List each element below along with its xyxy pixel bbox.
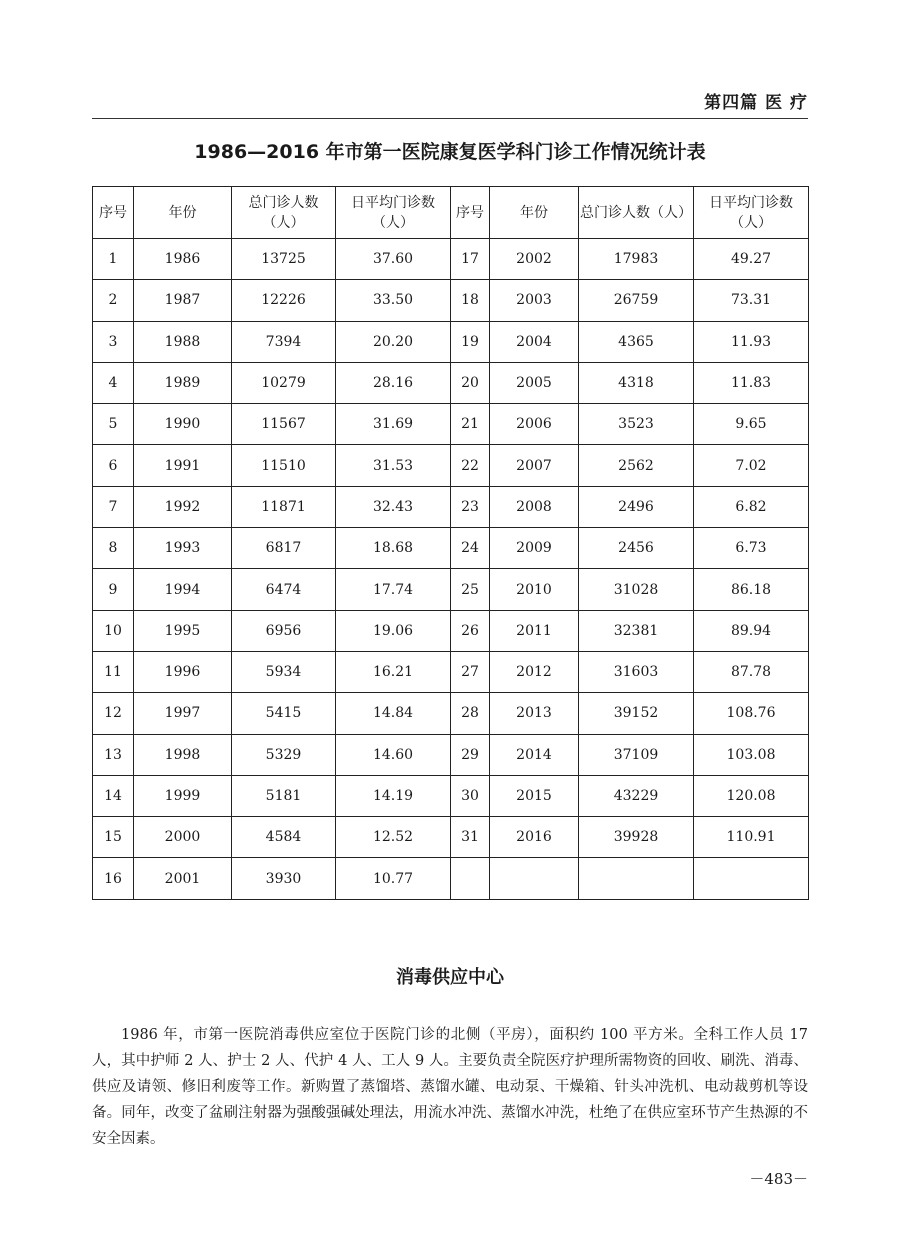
cell-daily-average: 108.76	[694, 693, 809, 734]
section-heading: 消毒供应中心	[396, 967, 504, 988]
cell-total-visits: 3930	[232, 858, 336, 899]
statistics-table	[92, 186, 809, 900]
cell-seq: 30	[451, 775, 490, 816]
cell-total-visits: 26759	[579, 280, 694, 321]
cell-daily-average: 89.94	[694, 610, 809, 651]
column-header-seq: 序号	[451, 187, 490, 239]
cell-total-visits: 5329	[232, 734, 336, 775]
cell-total-visits: 6956	[232, 610, 336, 651]
cell-daily-average	[694, 858, 809, 899]
cell-daily-average: 31.53	[336, 445, 451, 486]
cell-daily-average: 14.60	[336, 734, 451, 775]
cell-seq	[451, 858, 490, 899]
cell-seq: 9	[93, 569, 134, 610]
cell-year: 1989	[134, 362, 232, 403]
page-number: －483－	[749, 1170, 808, 1188]
cell-year: 2005	[490, 362, 579, 403]
cell-daily-average: 19.06	[336, 610, 451, 651]
cell-year: 2002	[490, 239, 579, 280]
cell-year: 2001	[134, 858, 232, 899]
cell-total-visits: 11510	[232, 445, 336, 486]
cell-daily-average: 18.68	[336, 528, 451, 569]
cell-seq: 7	[93, 486, 134, 527]
cell-daily-average: 103.08	[694, 734, 809, 775]
cell-total-visits: 5181	[232, 775, 336, 816]
cell-seq: 10	[93, 610, 134, 651]
cell-total-visits: 6817	[232, 528, 336, 569]
cell-daily-average: 14.19	[336, 775, 451, 816]
cell-seq: 6	[93, 445, 134, 486]
cell-total-visits: 2496	[579, 486, 694, 527]
cell-seq: 21	[451, 404, 490, 445]
cell-total-visits: 43229	[579, 775, 694, 816]
cell-seq: 5	[93, 404, 134, 445]
cell-seq: 8	[93, 528, 134, 569]
cell-seq: 16	[93, 858, 134, 899]
cell-total-visits: 7394	[232, 321, 336, 362]
cell-total-visits: 31603	[579, 651, 694, 692]
cell-year: 2013	[490, 693, 579, 734]
cell-seq: 19	[451, 321, 490, 362]
cell-daily-average: 73.31	[694, 280, 809, 321]
cell-year	[490, 858, 579, 899]
table-row	[93, 569, 809, 610]
cell-total-visits: 13725	[232, 239, 336, 280]
cell-total-visits: 12226	[232, 280, 336, 321]
cell-daily-average: 86.18	[694, 569, 809, 610]
cell-total-visits: 17983	[579, 239, 694, 280]
table-title: 1986—2016 年市第一医院康复医学科门诊工作情况统计表	[194, 141, 706, 163]
table-body	[93, 239, 809, 900]
cell-daily-average: 11.93	[694, 321, 809, 362]
cell-total-visits: 6474	[232, 569, 336, 610]
cell-seq: 29	[451, 734, 490, 775]
cell-daily-average: 31.69	[336, 404, 451, 445]
cell-year: 1988	[134, 321, 232, 362]
cell-daily-average: 28.16	[336, 362, 451, 403]
table-row	[93, 734, 809, 775]
cell-total-visits: 5415	[232, 693, 336, 734]
cell-year: 1990	[134, 404, 232, 445]
cell-year: 1998	[134, 734, 232, 775]
cell-year: 2014	[490, 734, 579, 775]
cell-year: 2015	[490, 775, 579, 816]
cell-seq: 28	[451, 693, 490, 734]
cell-total-visits: 4365	[579, 321, 694, 362]
cell-seq: 14	[93, 775, 134, 816]
cell-year: 2010	[490, 569, 579, 610]
table-row	[93, 280, 809, 321]
table-row	[93, 404, 809, 445]
cell-seq: 12	[93, 693, 134, 734]
cell-daily-average: 7.02	[694, 445, 809, 486]
cell-seq: 24	[451, 528, 490, 569]
cell-year: 2008	[490, 486, 579, 527]
cell-year: 1999	[134, 775, 232, 816]
cell-total-visits: 11567	[232, 404, 336, 445]
cell-total-visits: 37109	[579, 734, 694, 775]
table-row	[93, 858, 809, 899]
cell-year: 2006	[490, 404, 579, 445]
table-row	[93, 445, 809, 486]
cell-seq: 15	[93, 817, 134, 858]
cell-seq: 23	[451, 486, 490, 527]
cell-year: 2004	[490, 321, 579, 362]
table-header-row	[93, 187, 809, 239]
cell-total-visits: 39152	[579, 693, 694, 734]
cell-total-visits: 5934	[232, 651, 336, 692]
table-row	[93, 528, 809, 569]
cell-year: 2016	[490, 817, 579, 858]
cell-daily-average: 12.52	[336, 817, 451, 858]
cell-total-visits: 4584	[232, 817, 336, 858]
cell-daily-average: 120.08	[694, 775, 809, 816]
cell-total-visits: 2456	[579, 528, 694, 569]
cell-seq: 17	[451, 239, 490, 280]
cell-year: 2012	[490, 651, 579, 692]
header-rule	[92, 118, 808, 119]
cell-seq: 31	[451, 817, 490, 858]
cell-total-visits: 3523	[579, 404, 694, 445]
cell-seq: 27	[451, 651, 490, 692]
cell-total-visits: 39928	[579, 817, 694, 858]
cell-daily-average: 16.21	[336, 651, 451, 692]
column-header-total-visits: 总门诊人数（人）	[579, 187, 694, 239]
column-header-year: 年份	[134, 187, 232, 239]
cell-year: 1997	[134, 693, 232, 734]
table-row	[93, 817, 809, 858]
cell-total-visits	[579, 858, 694, 899]
cell-daily-average: 9.65	[694, 404, 809, 445]
cell-daily-average: 49.27	[694, 239, 809, 280]
table-row	[93, 321, 809, 362]
cell-daily-average: 87.78	[694, 651, 809, 692]
column-header-year: 年份	[490, 187, 579, 239]
cell-seq: 11	[93, 651, 134, 692]
cell-year: 1995	[134, 610, 232, 651]
cell-daily-average: 20.20	[336, 321, 451, 362]
cell-seq: 22	[451, 445, 490, 486]
cell-seq: 18	[451, 280, 490, 321]
cell-daily-average: 11.83	[694, 362, 809, 403]
table-row	[93, 239, 809, 280]
cell-total-visits: 10279	[232, 362, 336, 403]
cell-total-visits: 2562	[579, 445, 694, 486]
column-header-daily-average: 日平均门诊数（人）	[694, 187, 809, 239]
cell-year: 2000	[134, 817, 232, 858]
cell-seq: 4	[93, 362, 134, 403]
table-row	[93, 693, 809, 734]
cell-year: 2007	[490, 445, 579, 486]
cell-year: 2003	[490, 280, 579, 321]
cell-daily-average: 17.74	[336, 569, 451, 610]
cell-daily-average: 14.84	[336, 693, 451, 734]
table-row	[93, 486, 809, 527]
cell-year: 1991	[134, 445, 232, 486]
cell-seq: 2	[93, 280, 134, 321]
cell-daily-average: 32.43	[336, 486, 451, 527]
body-paragraph: 1986 年，市第一医院消毒供应室位于医院门诊的北侧（平房），面积约 100 平方米。全科工作人员 17 人，其中护师 2 人、护士 2 人、代护 4 人、工人 9 人。主要负责全院医疗护理所需物资的回收、刷洗、消毒、供应及请领、修旧利废等工作。新购置了蒸馏塔、蒸馏水罐、电动泵、干燥箱、针头冲洗机、电动裁剪机等设备。同年，改变了盆刷注射器为强酸强碱处理法，用流水冲洗、蒸馏水冲洗，杜绝了在供应室环节产生热源的不安全因素。	[92, 1027, 808, 1147]
cell-total-visits: 11871	[232, 486, 336, 527]
cell-year: 1993	[134, 528, 232, 569]
cell-year: 1986	[134, 239, 232, 280]
cell-seq: 1	[93, 239, 134, 280]
cell-daily-average: 110.91	[694, 817, 809, 858]
cell-daily-average: 37.60	[336, 239, 451, 280]
cell-seq: 25	[451, 569, 490, 610]
cell-daily-average: 33.50	[336, 280, 451, 321]
column-header-total-visits: 总门诊人数（人）	[232, 187, 336, 239]
cell-daily-average: 6.82	[694, 486, 809, 527]
table-row	[93, 775, 809, 816]
cell-year: 1996	[134, 651, 232, 692]
table-row	[93, 651, 809, 692]
cell-daily-average: 6.73	[694, 528, 809, 569]
column-header-daily-average: 日平均门诊数（人）	[336, 187, 451, 239]
cell-seq: 20	[451, 362, 490, 403]
cell-total-visits: 32381	[579, 610, 694, 651]
table-row	[93, 610, 809, 651]
cell-year: 1992	[134, 486, 232, 527]
table-row	[93, 362, 809, 403]
cell-seq: 3	[93, 321, 134, 362]
cell-seq: 26	[451, 610, 490, 651]
cell-year: 1994	[134, 569, 232, 610]
column-header-seq: 序号	[93, 187, 134, 239]
cell-year: 2011	[490, 610, 579, 651]
cell-year: 1987	[134, 280, 232, 321]
cell-daily-average: 10.77	[336, 858, 451, 899]
cell-year: 2009	[490, 528, 579, 569]
cell-seq: 13	[93, 734, 134, 775]
running-head: 第四篇 医 疗	[704, 93, 808, 113]
cell-total-visits: 31028	[579, 569, 694, 610]
cell-total-visits: 4318	[579, 362, 694, 403]
